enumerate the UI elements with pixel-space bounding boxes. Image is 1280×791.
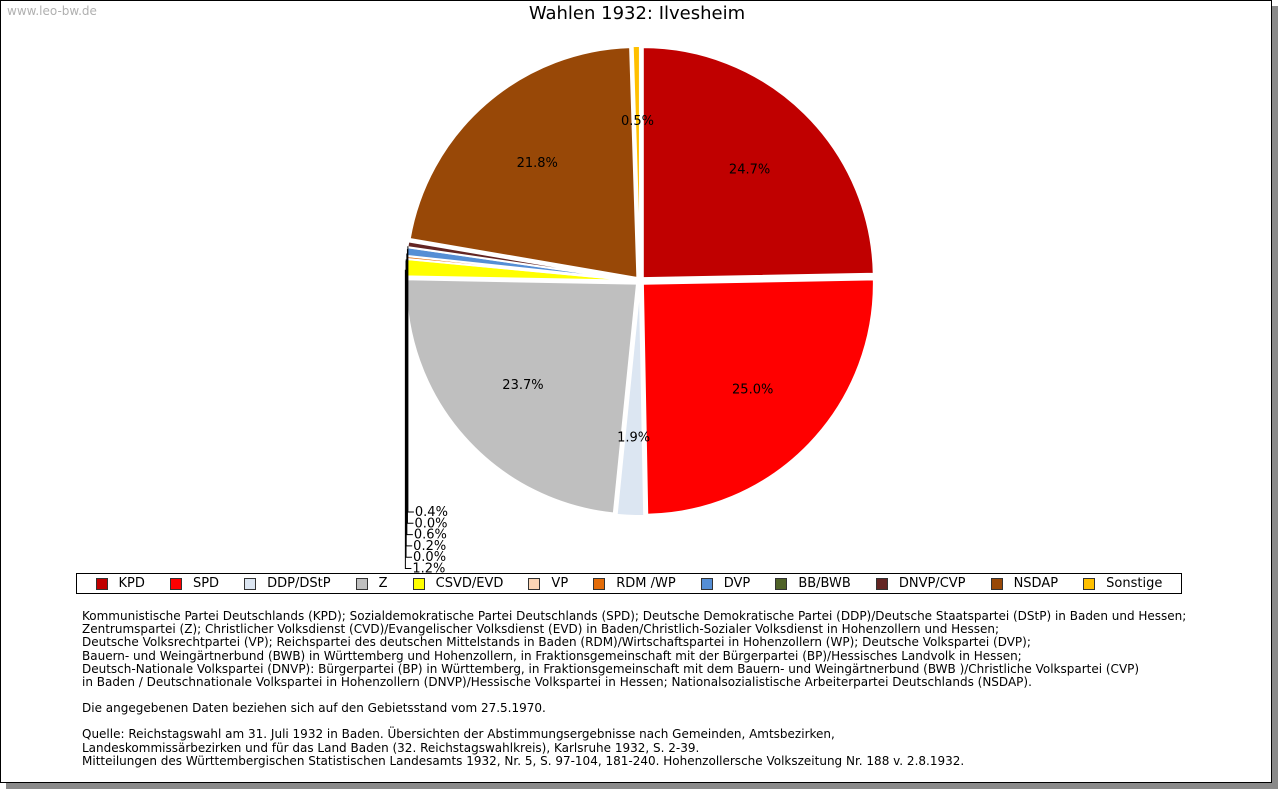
legend-swatch (96, 578, 108, 590)
legend-swatch (876, 578, 888, 590)
legend-swatch (528, 578, 540, 590)
notes-line: in Baden / Deutschnationale Volkspartei in Hohenzollern (DNVP)/Hessische Volkspartei in Hessen; Nationalsozialistische Arbeiterpartei Deutschlands (NSDAP). (82, 675, 1032, 690)
notes-line: Bauern- und Weingärtnerbund (BWB) in Württemberg und Hohenzollern, in Fraktionsgemeinschaft mit der Bürgerpartei (BP)/Hessisches Landvolk in Hessen; (82, 648, 1022, 663)
slice-label-ddp-dstp: 1.9% (617, 430, 651, 446)
legend-label: DVP (723, 576, 751, 591)
legend-label: RDM /WP (616, 576, 676, 591)
legend-swatch (991, 578, 1003, 590)
legend-label: NSDAP (1013, 576, 1059, 591)
slice-label-nsdap: 21.8% (516, 155, 558, 171)
legend-swatch (170, 578, 182, 590)
legend-swatch (1083, 578, 1095, 590)
legend-swatch (413, 578, 425, 590)
legend-swatch (701, 578, 713, 590)
slice-label-spd: 25.0% (732, 382, 774, 398)
notes-line: Deutsch-Nationale Volkspartei (DNVP): Bürgerpartei (BP) in Württemberg, in Fraktionsgemeinschaft mit dem Bauern- und Weingärtnerbund (BWB )/Christliche Volkspartei (CVP) (82, 661, 1140, 676)
slice-label-bb-bwb: 0.0% (414, 516, 448, 532)
legend-label: BB/BWB (798, 576, 851, 591)
pie-slice-z (406, 279, 637, 513)
legend-item-csvd-evd (413, 576, 504, 591)
source-line: Quelle: Reichstagswahl am 31. Juli 1932 in Baden. Übersichten der Abstimmungsergebnisse nach Gemeinden, Amtsbezirken, (82, 727, 835, 742)
legend-label: CSVD/EVD (435, 576, 504, 591)
notes-line: Kommunistische Partei Deutschlands (KPD); Sozialdemokratische Partei Deutschlands (SPD); Deutsche Demokratische Partei (DDP)/Deutsche Staatspartei (DStP) in Baden und Hessen; (82, 609, 1187, 623)
slice-label-dvp: 0.6% (413, 527, 447, 543)
slice-label-dnvp-cvp: 0.4% (414, 505, 448, 520)
legend-swatch (244, 578, 256, 590)
legend-item-kpd (96, 576, 145, 591)
legend-label: VP (551, 576, 569, 591)
legend-item-sonstige (1083, 576, 1162, 591)
legend-label: Z (378, 576, 388, 591)
legend-swatch (593, 578, 605, 590)
legend-label: Sonstige (1106, 576, 1163, 591)
gebietsstand-note: Die angegebenen Daten beziehen sich auf den Gebietsstand vom 27.5.1970. (82, 701, 546, 716)
source-line: Mitteilungen des Württembergischen Statistischen Landesamts 1932, Nr. 5, S. 97-104, 181-240. Hohenzollersche Volkszeitung Nr. 188 v. 2.8.1932. (82, 753, 965, 768)
slice-label-csvd-evd: 1.2% (412, 561, 446, 577)
legend-item-nsdap (991, 576, 1059, 591)
slice-label-rdm-wp: 0.2% (413, 538, 447, 554)
legend-swatch (775, 578, 787, 590)
legend-swatch (356, 578, 368, 590)
legend-item-vp (528, 576, 568, 591)
slice-label-vp: 0.0% (413, 550, 447, 566)
legend-label: DDP/DStP (267, 576, 331, 591)
legend-item-bb-bwb (775, 576, 850, 591)
notes-line: Zentrumspartei (Z); Christlicher Volksdienst (CVD)/Evangelischer Volksdienst (EVD) in Baden/Christlich-Sozialer Volksdienst in Hohenzollern und Hessen; (82, 622, 1000, 637)
legend-item-ddp-dstp (244, 576, 330, 591)
legend-item-dvp (701, 576, 751, 591)
notes (82, 610, 1202, 768)
legend-label: SPD (192, 576, 220, 591)
legend-item-rdm-wp (593, 576, 675, 591)
legend-item-z (356, 576, 388, 591)
legend-item-spd (170, 576, 219, 591)
legend-label: DNVP/CVP (898, 576, 966, 591)
notes-line: Deutsche Volksrechtpartei (VP); Reichspartei des deutschen Mittelstands in Baden (RDM)/Wirtschaftspartei in Hohenzollern (WP); Deutsche Volkspartei (DVP); (82, 635, 1031, 650)
slice-label-sonstige: 0.5% (620, 113, 654, 129)
chart-title: Wahlen 1932: Ilvesheim (528, 3, 746, 24)
legend-item-dnvp-cvp (876, 576, 966, 591)
slice-label-kpd: 24.7% (728, 162, 771, 178)
legend (76, 573, 1182, 594)
slice-label-z: 23.7% (502, 377, 544, 393)
watermark: www.leo-bw.de (7, 4, 97, 18)
legend-label: KPD (118, 576, 145, 591)
source-line: Landeskommissärbezirken und für das Land Baden (32. Reichstagswahlkreis), Karlsruhe 1932, S. 2-39. (82, 740, 700, 755)
